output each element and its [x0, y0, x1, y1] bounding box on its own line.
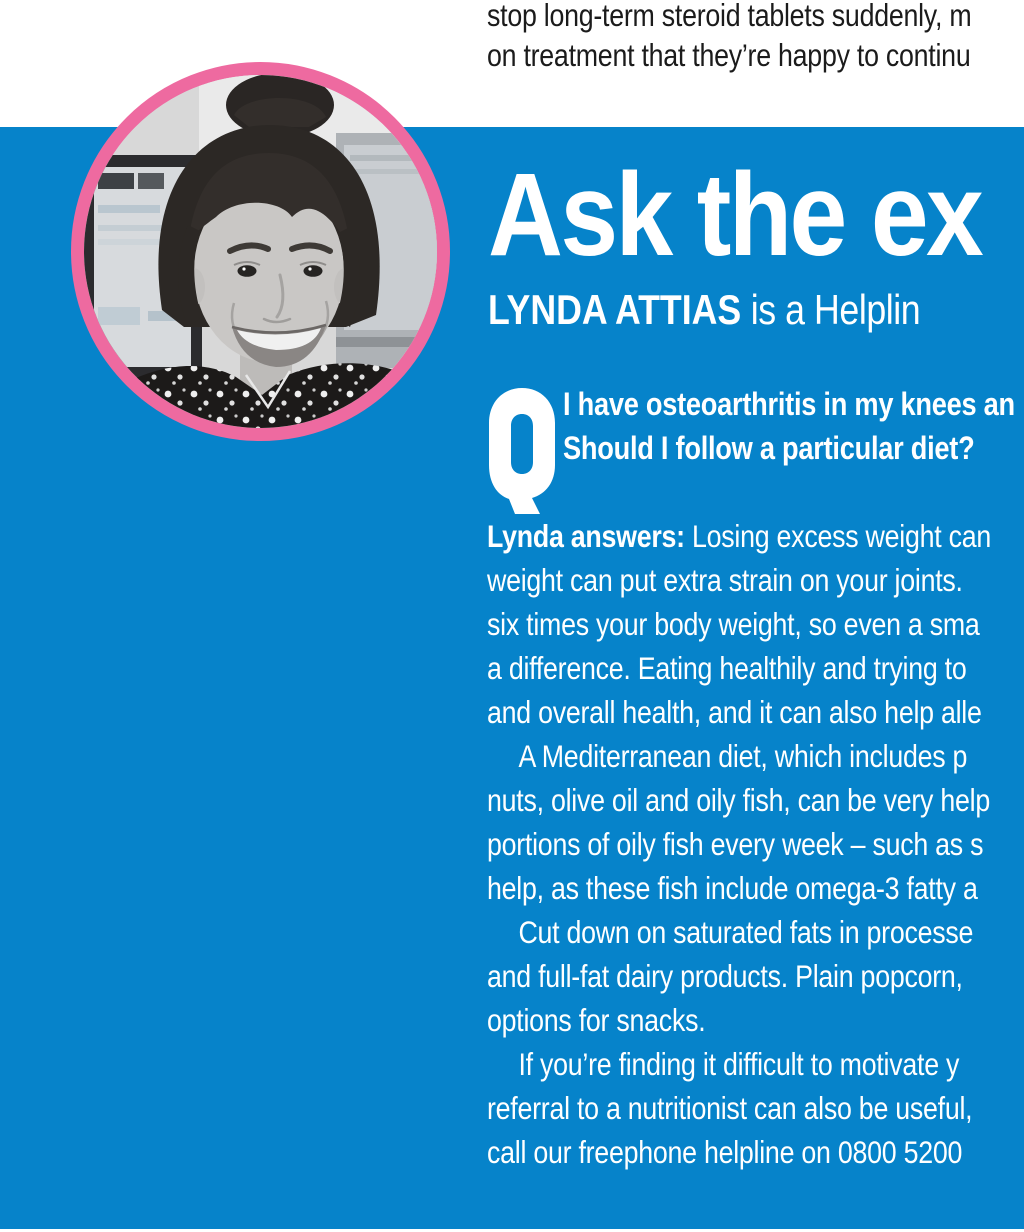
q-dropcap-icon [489, 388, 555, 514]
answer-line: referral to a nutritionist can also be useful, [487, 1090, 973, 1126]
answer-text [487, 514, 991, 1174]
answer-line: and full-fat dairy products. Plain popcorn, [487, 958, 963, 994]
question-line: Should I follow a particular diet? [563, 430, 975, 466]
byline-rest: is a Helplin [741, 286, 921, 333]
question-text [563, 382, 1015, 470]
top-article-text [487, 0, 971, 75]
answer-line: help, as these fish include omega-3 fatty a [487, 870, 978, 906]
byline [488, 287, 920, 333]
answer-label: Lynda answers: [487, 518, 685, 554]
answer-line: Lynda answers: Losing excess weight can [487, 518, 991, 554]
answer-line: nuts, olive oil and oily fish, can be very help [487, 782, 990, 818]
answer-line: A Mediterranean diet, which includes p [518, 738, 968, 774]
portrait-photo [84, 75, 437, 428]
answer-line: call our freephone helpline on 0800 5200 [487, 1134, 963, 1170]
answer-line: If you’re finding it difficult to motivate y [518, 1046, 960, 1082]
answer-line: weight can put extra strain on your joints. [487, 562, 963, 598]
answer-line: and overall health, and it can also help alle [487, 694, 982, 730]
answer-line: portions of oily fish every week – such as s [487, 826, 984, 862]
top-article-line: on treatment that they’re happy to continu [487, 37, 971, 73]
answer-line: a difference. Eating healthily and trying to [487, 650, 967, 686]
answer-line: options for snacks. [487, 1002, 706, 1038]
expert-photo-ring [71, 62, 450, 441]
answer-line: six times your body weight, so even a sma [487, 606, 980, 642]
question-line: I have osteoarthritis in my knees an [563, 386, 1015, 422]
byline-name: LYNDA ATTIAS [488, 286, 742, 333]
page-title: Ask the ex [488, 149, 982, 281]
answer-line: Cut down on saturated fats in processe [518, 914, 974, 950]
top-article-line: stop long-term steroid tablets suddenly, m [487, 0, 972, 33]
